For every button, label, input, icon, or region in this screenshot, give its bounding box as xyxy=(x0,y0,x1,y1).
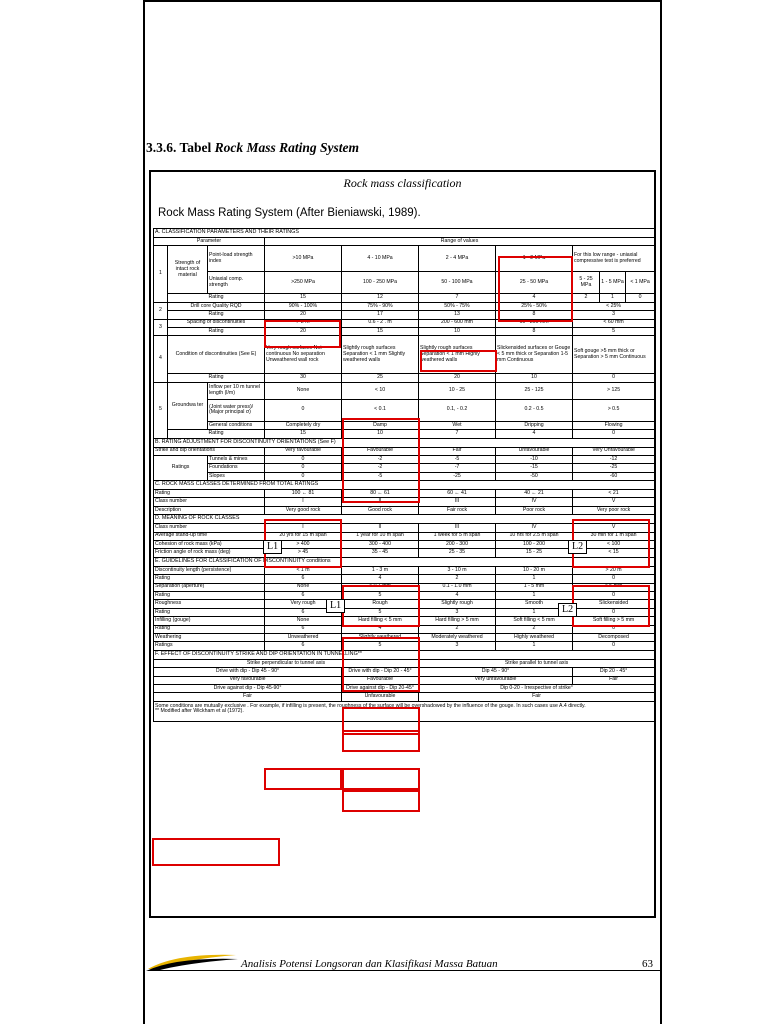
section-b-header: B. RATING ADJUSTMENT FOR DISCONTINUITY ORIENTATIONS (See F) xyxy=(154,438,655,447)
table-row: Uniaxial comp. strength >250 MPa 100 - 250 MPa 50 - 100 MPa 25 - 50 MPa 5 - 25 MPa 1 - 5 MPa < 1 MPa xyxy=(154,272,655,294)
table-row xyxy=(154,701,655,721)
section-c-header: C. ROCK MASS CLASSES DETERMINED FROM TOTAL RATINGS xyxy=(154,481,655,490)
table-row: Foundations 0 -2 -7 -15 -25 xyxy=(154,464,655,472)
page-number: 63 xyxy=(642,958,653,970)
table-row: Infilling (gouge) None Hard filling < 5 mm Hard filling > 5 mm Soft filling < 5 mm Soft filling > 5 mm xyxy=(154,617,655,625)
section-e-header: E. GUIDELINES FOR CLASSIFICATION OF DISCONTINUITY conditions xyxy=(154,557,655,566)
section-a-header: A. CLASSIFICATION PARAMETERS AND THEIR RATINGS xyxy=(154,229,655,238)
footer-text: Analisis Potensi Longsoran dan Klasifikasi Massa Batuan xyxy=(241,958,498,970)
table-row: Rating 15 10 7 4 0 xyxy=(154,430,655,438)
table-row: Class number I II III IV V xyxy=(154,498,655,506)
table-row: Separation (aperture) None < 0.1 mm 0.1 - 1.0 mm 1 - 5 mm > 5 mm xyxy=(154,583,655,591)
table-row: General conditions Completely dry Damp Wet Dripping Flowing xyxy=(154,421,655,429)
table-row: Very favourable Favourable Very unfavourable Fair xyxy=(154,676,655,684)
table-row: Average stand-up time 20 yrs for 15 m span 1 year for 10 m span 1 week for 5 m span 10 hrs for 2.5 m span 30 min for 1 m span xyxy=(154,532,655,540)
table-row: 5 Groundwa ter Inflow per 10 m tunnel length (l/m) None < 10 10 - 25 25 - 125 > 125 xyxy=(154,382,655,399)
table-row: Strike and dip orientations Very favourable Favourable Fair Unfavourable Very Unfavourable xyxy=(154,447,655,455)
section-number: 3.3.6. Tabel xyxy=(146,140,212,155)
table-row: Slopes 0 -5 -25 -50 -60 xyxy=(154,472,655,480)
section-title: Rock Mass Rating System xyxy=(214,140,360,155)
section-heading xyxy=(146,140,359,156)
table-row: Cohesion of rock mass (kPa) > 400 300 - 400 200 - 300 100 - 200 < 100 xyxy=(154,541,655,549)
section-f-header: F. EFFECT OF DISCONTINUITY STRIKE AND DIP ORIENTATION IN TUNNELLING** xyxy=(154,650,655,659)
label-l2: L2 xyxy=(568,540,587,554)
table-row: Discontinuity length (persistence) < 1 m 1 - 3 m 3 - 10 m 10 - 20 m > 20 m xyxy=(154,566,655,574)
rmr-table xyxy=(153,228,655,722)
table-row: Rating 6 4 2 1 0 xyxy=(154,575,655,583)
table-row: Rating 6 4 2 2 0 xyxy=(154,625,655,633)
table-row: (Joint water press)/ (Major principal σ) 0 < 0.1 0.1, - 0.2 0.2 - 0.5 > 0.5 xyxy=(154,399,655,421)
table-row: Description Very good rock Good rock Fair rock Poor rock Very poor rock xyxy=(154,506,655,514)
table-row: Friction angle of rock mass (deg) > 45 35 - 45 25 - 35 15 - 25 < 15 xyxy=(154,549,655,557)
table-row: Weathering Unweathered Slightly weathered Moderately weathered Highly weathered Decomposed xyxy=(154,633,655,641)
table-row: 2 Drill core Quality RQD 90% - 100% 75% - 90% 50% - 75% 25% - 50% < 25% xyxy=(154,302,655,310)
table-row: Fair Unfavourable Fair xyxy=(154,693,655,701)
table-row: 1 Strength of intact rock material Point-load strength index >10 MPa 4 - 10 MPa 2 - 4 MPa 1 - 2 MPa For this low range - uniaxial compressive test is preferred xyxy=(154,246,655,272)
table-row: Ratings 6 5 3 1 0 xyxy=(154,642,655,650)
table-row: Strike perpendicular to tunnel axis Strike parallel to tunnel axis xyxy=(154,659,655,667)
figure-title: Rock mass classification xyxy=(343,176,462,190)
table-row: 3 Spacing of discontinuities > 2 m 0.6 - 2 . m 200 - 600 mm 60 - 200 mm < 60 mm xyxy=(154,319,655,327)
table-row: Class number I II III IV V xyxy=(154,524,655,532)
table-row: Drive against dip - Dip 45-90° Drive against dip - Dip 20-45° Dip 0-20 - Irrespective of strike° xyxy=(154,684,655,692)
table-row: Rating 30 25 20 10 0 xyxy=(154,374,655,382)
table-row: Rating 6 5 4 1 0 xyxy=(154,591,655,599)
table-note: Some conditions are mutually exclusive . For example, if infilling is present, the roughness of the surface will be overshadowed by the influence of the gouge. In such cases use A.4 directly. xyxy=(155,702,586,709)
label-l1: L1 xyxy=(263,540,282,554)
table-row: Rating 20 17 13 8 3 xyxy=(154,311,655,319)
table-row: Rating 15 12 7 4 2 1 0 xyxy=(154,294,655,302)
table-row: Parameter Range of values xyxy=(154,238,655,246)
table-row: Rating 20 15 10 8 5 xyxy=(154,327,655,335)
table-row: Ratings Tunnels & mines 0 -2 -5 -10 -12 xyxy=(154,455,655,463)
section-d-header: D. MEANING OF ROCK CLASSES xyxy=(154,515,655,524)
table-row: 4 Condition of discontinuities (See E) Very rough surfaces Not continuous No separation Unweathered wall rock Slightly rough surfaces Separation < 1 mm Slightly weathered walls Slightly rough surfaces Separation < 1 mm Highly weathered walls Slickensided surfaces or Gouge < 5 mm thick or Separation 1-5 mm Continuous Soft gouge >5 mm thick or Separation > 5 mm Continuous xyxy=(154,336,655,374)
table-note: ** Modified after Wickham et al (1972). xyxy=(155,708,244,715)
table-row: Roughness Very rough Rough Slightly rough Smooth Slickensided xyxy=(154,600,655,608)
table-row: Rating 100 ← 81 80 ← 61 60 ← 41 40 ← 21 < 21 xyxy=(154,490,655,498)
label-l2: L2 xyxy=(558,603,577,617)
figure-subtitle: Rock Mass Rating System (After Bieniawski, 1989). xyxy=(158,207,421,219)
label-l1: L1 xyxy=(326,599,345,613)
table-row: Rating 6 5 3 1 0 xyxy=(154,608,655,616)
table-row: Drive with dip - Dip 45 - 90° Drive with dip - Dip 20 - 45° Dip 45 - 90° Dip 20 - 45° xyxy=(154,668,655,676)
footer-rule xyxy=(150,970,660,971)
